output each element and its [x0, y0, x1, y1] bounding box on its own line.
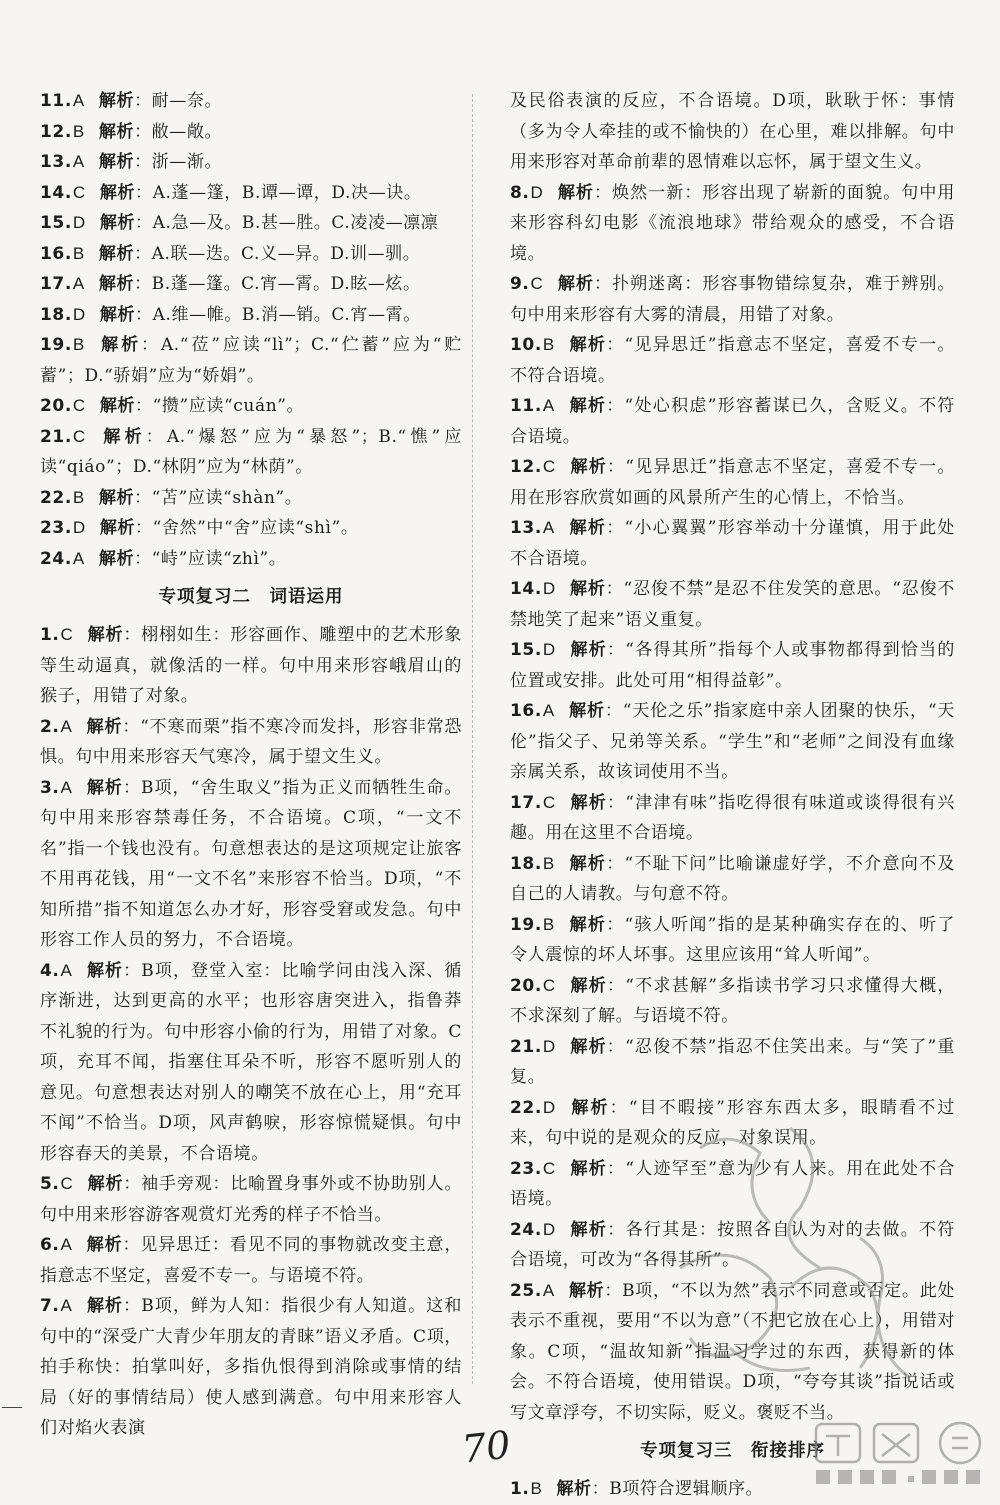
analysis-text: ：B项，“舍生取义”指为正义而牺牲生命。句中用来形容禁毒任务，不合语境。C项，“一文不名”指一个钱也没有。句意想表达的是这项规定让旅客不用再花钱，用“一文不名”来形容不恰当。D项，“不知所措”指不知道怎么办才好，形容受窘或发急。句中形容工作人员的努力，不合语境。 [40, 777, 463, 950]
right-vocab-entry [510, 269, 955, 330]
right-vocab-entry [510, 1215, 955, 1276]
analysis-text: ：“见异思迁”指意志不坚定，喜爱不专一。用在形容欣赏如画的风景所产生的心情上，不恰当。 [510, 457, 956, 508]
answer-letter: D [542, 1219, 556, 1239]
left-pinyin-entry [40, 300, 462, 331]
analysis-label: 解析 [98, 274, 135, 294]
answer-letter: D [542, 1097, 556, 1117]
analysis-text: ：“小心翼翼”形容举动十分谨慎，用于此处不合语境。 [510, 518, 955, 569]
answer-letter: A [72, 548, 85, 568]
analysis-text: ：A.急—及。B.甚—胜。C.凌凌—凛凛 [135, 213, 439, 233]
analysis-label: 解析 [568, 853, 607, 874]
question-number: 25. [510, 1280, 542, 1301]
right-vocab-entry [510, 696, 955, 788]
analysis-label: 解析 [569, 1158, 608, 1179]
right-vocab-entry [510, 849, 955, 910]
analysis-label: 解析 [98, 487, 135, 508]
question-number: 24. [510, 1219, 542, 1240]
analysis-label: 解析 [569, 792, 608, 813]
analysis-label: 解析 [99, 518, 136, 538]
left-pinyin-entry [40, 513, 462, 544]
question-number: 13. [40, 152, 72, 172]
analysis-text: ：“各得其所”指每个人或事物都得到恰当的位置或安排。此处可用“相得益彰”。 [510, 640, 956, 691]
analysis-label: 解析 [98, 91, 135, 111]
section-title-vocabulary: 专项复习二 词语运用 [158, 587, 344, 607]
analysis-label: 解析 [99, 396, 136, 416]
right-vocab-entry [510, 1276, 955, 1429]
answer-letter: B [542, 914, 555, 934]
analysis-label: 解析 [98, 335, 141, 355]
analysis-label: 解析 [99, 304, 136, 325]
left-pinyin-entry [40, 544, 462, 575]
answer-letter: C [542, 792, 556, 812]
answer-letter: C [542, 975, 556, 995]
answer-letter: D [542, 1036, 556, 1056]
left-pinyin-entry [40, 269, 462, 300]
analysis-label: 解析 [99, 182, 136, 203]
answer-letter: A [72, 152, 85, 171]
column-divider [472, 94, 473, 1384]
answer-letter: C [72, 426, 86, 446]
answer-letter: A [542, 1280, 555, 1300]
analysis-text: ：B项符合逻辑顺序。 [591, 1479, 764, 1499]
analysis-label: 解析 [569, 1036, 607, 1057]
left-vocab-entry [40, 956, 462, 1170]
analysis-text: ：“处心积虑”形容蓄谋已久，含贬义。不符合语境。 [510, 396, 955, 447]
right-order-entry [510, 1474, 955, 1505]
question-number: 13. [510, 518, 542, 538]
question-number: 5. [40, 1174, 60, 1194]
analysis-text: ：A.维—帷。B.消—销。C.宵—霄。 [135, 304, 421, 325]
analysis-text: ：袖手旁观：比喻置身事外或不协助别人。句中用来形容游客观赏灯光秀的样子不恰当。 [40, 1174, 462, 1225]
analysis-text: ：“不求甚解”多指读书学习只求懂得大概，不求深刻了解。与语境不符。 [510, 975, 956, 1026]
analysis-label: 解析 [569, 640, 608, 660]
answer-letter: D [530, 182, 544, 202]
left-pinyin-entry [40, 483, 462, 514]
left-vocab-entry [40, 1169, 462, 1230]
continued-explanation: 及民俗表演的反应，不合语境。D项，耿耿于怀：事情（多为令人牵挂的或不愉快的）在心里，难以排解。句中用来形容对革命前辈的恩情难以忘怀，属于望文生义。 [510, 91, 955, 172]
analysis-label: 解析 [98, 152, 135, 172]
answer-letter: A [60, 1235, 73, 1254]
analysis-text: ：“目不暇接”形容东西太多，眼睛看不过来，句中说的是观众的反应，对象误用。 [510, 1097, 956, 1148]
analysis-label: 解析 [86, 960, 124, 981]
analysis-label: 解析 [98, 121, 135, 142]
left-answer-list-vocabulary [40, 620, 462, 1444]
answer-letter: A [60, 960, 73, 980]
analysis-text: ：耐—奈。 [134, 91, 223, 111]
question-number: 20. [510, 975, 542, 996]
left-vocab-entry [40, 620, 462, 712]
analysis-label: 解析 [99, 426, 146, 447]
right-vocab-entry [510, 330, 955, 391]
right-vocab-entry [510, 1093, 955, 1154]
analysis-text: ：“人迹罕至”意为少有人来。用在此处不合语境。 [510, 1158, 956, 1209]
analysis-label: 解析 [568, 701, 605, 721]
answer-letter: A [542, 701, 555, 720]
right-answer-list [510, 178, 955, 1429]
analysis-label: 解析 [99, 213, 136, 233]
analysis-label: 解析 [87, 625, 124, 645]
left-vocab-entry [40, 712, 462, 773]
left-pinyin-entry [40, 239, 462, 270]
answer-letter: B [542, 853, 555, 873]
question-number: 8. [510, 182, 530, 203]
analysis-text: ：栩栩如生：形容画作、雕塑中的艺术形象等生动逼真，就像活的一样。句中用来形容峨眉山的猴子，用错了对象。 [40, 625, 462, 706]
analysis-label: 解析 [568, 335, 607, 355]
analysis-label: 解析 [87, 1174, 124, 1194]
answer-letter: C [72, 396, 86, 415]
analysis-label: 解析 [556, 1479, 592, 1499]
analysis-label: 解析 [86, 1235, 123, 1255]
analysis-text: ：B.蓬—篷。C.宵—霄。D.眩—炫。 [134, 274, 421, 294]
answer-letter: B [530, 1479, 543, 1498]
analysis-label: 解析 [86, 716, 123, 737]
left-pinyin-entry [40, 422, 462, 483]
answer-letter: B [542, 335, 555, 354]
right-vocab-entry [510, 513, 955, 574]
left-pinyin-entry [40, 208, 462, 239]
question-number: 12. [40, 121, 72, 142]
analysis-label: 解析 [86, 777, 123, 798]
right-column [510, 86, 955, 1505]
left-pinyin-entry [40, 147, 462, 178]
answer-letter: A [542, 518, 555, 537]
question-number: 21. [40, 426, 72, 447]
page-number: 70 [459, 1422, 513, 1472]
analysis-text: ：B项，“不以为然”表示不同意或否定。此处表示不重视，要用“不以为意”（不把它放在心上），用错对象。C项，“温故知新”指温习学过的东西，获得新的体会。不符合语境，使用错误。D项，“夸夸其谈”指说话或写文章浮夸，不切实际，贬义。褒贬不当。 [510, 1280, 955, 1423]
answer-letter: A [542, 396, 555, 415]
analysis-text: ：“骇人听闻”指的是某种确实存在的、听了令人震惊的坏人坏事。这里应该用“耸人听闻”。 [510, 914, 955, 965]
question-number: 22. [510, 1097, 542, 1118]
left-vocab-entry [40, 1291, 462, 1444]
question-number: 18. [40, 304, 72, 325]
margin-mark [2, 1407, 22, 1408]
analysis-label: 解析 [98, 243, 135, 264]
question-number: 23. [40, 518, 72, 538]
answer-letter: D [542, 640, 556, 659]
right-vocab-entry [510, 452, 955, 513]
left-pinyin-entry [40, 391, 462, 422]
left-pinyin-entry [40, 178, 462, 209]
analysis-text: ：“攒”应读“cuán”。 [135, 396, 305, 416]
analysis-text: ：敝—敞。 [134, 121, 223, 142]
answer-letter: A [60, 777, 73, 797]
left-vocab-entry [40, 1230, 462, 1291]
analysis-text: ：A.联—迭。C.义—异。D.训—驯。 [134, 243, 421, 264]
question-number: 16. [510, 701, 542, 721]
answer-letter: A [72, 274, 85, 293]
question-number: 23. [510, 1158, 542, 1179]
analysis-text: ：焕然一新：形容出现了崭新的面貌。句中用来形容科幻电影《流浪地球》带给观众的感受，不合语境。 [510, 182, 956, 264]
analysis-text: ：“不寒而栗”指不寒冷而发抖，形容非常恐惧。句中用来形容天气寒冷，属于望文生义。 [40, 716, 463, 767]
right-vocab-entry [510, 1032, 955, 1093]
right-vocab-entry [510, 635, 955, 696]
question-number: 6. [40, 1235, 60, 1255]
left-pinyin-entry [40, 330, 462, 391]
right-answer-list-ordering [510, 1474, 955, 1505]
question-number: 14. [510, 579, 542, 599]
answer-letter: B [72, 335, 85, 354]
answer-letter: C [60, 625, 74, 644]
analysis-text: ：“忍俊不禁”指忍不住笑出来。与“笑了”重复。 [510, 1036, 955, 1087]
question-number: 14. [40, 182, 72, 203]
section-title-ordering: 专项复习三 衔接排序 [640, 1441, 825, 1461]
analysis-text: ：“峙”应读“zhì”。 [134, 548, 287, 569]
question-number: 22. [40, 487, 72, 508]
analysis-text: ：扑朔迷离：形容事物错综复杂，难于辨别。句中用来形容有大雾的清晨，用错了对象。 [510, 274, 956, 325]
right-vocab-entry [510, 1154, 955, 1215]
analysis-text: ：“见异思迁”指意志不坚定，喜爱不专一。不符合语境。 [510, 335, 955, 386]
answer-letter: B [72, 121, 85, 141]
answer-letter: D [72, 304, 86, 324]
answer-letter: D [542, 579, 556, 598]
question-number: 19. [40, 335, 72, 355]
analysis-text: ：“舍然”中“舍”应读“shì”。 [135, 518, 359, 538]
question-number: 2. [40, 716, 60, 737]
analysis-label: 解析 [569, 457, 608, 477]
analysis-text: ：“天伦之乐”指家庭中亲人团聚的快乐，“天伦”指父子、兄弟等关系。“学生”和“老师”之间没有血缘亲属关系，故该词使用不当。 [510, 701, 955, 782]
analysis-text: ：A.“爆怒”应为“暴怒”；B.“憔”应读“qiáo”；D.“林阴”应为“林荫”。 [40, 426, 462, 477]
answer-letter: A [60, 716, 73, 736]
question-number: 15. [510, 640, 542, 660]
analysis-text: ：B项，鲜为人知：指很少有人知道。这和句中的“深受广大青少年朋友的青睐”语义矛盾。C项，拍手称快：拍掌叫好，多指仇恨得到消除或事情的结局（好的事情结局）使人感到满意。句中用来形容人们对焰火表演 [40, 1296, 462, 1438]
analysis-text: ：见异思迁：看见不同的事物就改变主意，指意志不坚定，喜爱不专一。与语境不符。 [40, 1235, 463, 1286]
question-number: 7. [40, 1296, 60, 1316]
analysis-label: 解析 [569, 1097, 610, 1118]
question-number: 12. [510, 457, 542, 477]
question-number: 3. [40, 777, 60, 798]
question-number: 10. [510, 335, 542, 355]
answer-letter: B [72, 487, 85, 507]
analysis-text: ：A.蓬—篷，B.谭—谭，D.决—诀。 [135, 182, 422, 203]
question-number: 18. [510, 853, 542, 874]
question-number: 4. [40, 960, 60, 981]
answer-letter: A [60, 1296, 73, 1315]
analysis-text: ：各行其是：按照各自认为对的去做。不符合语境，可改为“各得其所”。 [510, 1219, 956, 1270]
analysis-text: ：“忍俊不禁”是忍不住发笑的意思。“忍俊不禁地笑了起来”语义重复。 [510, 579, 956, 630]
analysis-text: ：“不耻下问”比喻谦虚好学，不介意向不及自己的人请教。与句意不符。 [510, 853, 955, 904]
left-pinyin-entry [40, 117, 462, 148]
right-vocab-entry [510, 574, 955, 635]
question-number: 24. [40, 548, 72, 569]
answer-letter: C [530, 274, 544, 293]
question-number: 1. [40, 625, 60, 645]
question-number: 16. [40, 243, 72, 264]
question-number: 15. [40, 213, 72, 233]
question-number: 9. [510, 274, 530, 294]
analysis-label: 解析 [568, 518, 607, 538]
left-answer-list [40, 86, 462, 574]
analysis-label: 解析 [557, 182, 595, 203]
answer-letter: C [60, 1174, 74, 1193]
analysis-label: 解析 [569, 579, 606, 599]
analysis-label: 解析 [98, 548, 135, 569]
question-number: 21. [510, 1036, 542, 1057]
analysis-label: 解析 [568, 1280, 605, 1301]
analysis-label: 解析 [568, 396, 607, 416]
answer-letter: C [72, 182, 86, 202]
answer-letter: C [542, 457, 556, 476]
right-vocab-entry [510, 178, 955, 270]
question-number: 20. [40, 396, 72, 416]
right-vocab-entry [510, 788, 955, 849]
analysis-label: 解析 [569, 1219, 608, 1240]
answer-letter: C [542, 1158, 556, 1178]
right-vocab-entry [510, 910, 955, 971]
left-vocab-entry [40, 773, 462, 956]
answer-letter: B [72, 243, 85, 263]
answer-letter: D [72, 518, 86, 537]
analysis-label: 解析 [568, 914, 607, 935]
analysis-label: 解析 [86, 1296, 124, 1316]
question-number: 19. [510, 914, 542, 935]
analysis-text: ：“津津有味”指吃得很有味道或谈得很有兴趣。用在这里不合语境。 [510, 792, 956, 843]
analysis-text: ：B项，登堂入室：比喻学问由浅入深、循序渐进，达到更高的水平；也形容唐突进入，指鲁莽不礼貌的行为。句中形容小偷的行为，用错了对象。C项，充耳不闻，指塞住耳朵不听，形容不愿听别人的意见。句意想表达对别人的嘲笑不放在心上，用“充耳不闻”不恰当。D项，风声鹤唳，形容惊慌疑惧。句中形容春天的美景，不合语境。 [40, 960, 462, 1164]
answer-letter: D [72, 213, 86, 232]
right-vocab-entry [510, 391, 955, 452]
question-number: 17. [510, 792, 542, 813]
analysis-text: ：A.“莅”应读“lì”；C.“伫蓄”应为“贮蓄”；D.“骄娟”应为“娇娟”。 [40, 335, 462, 386]
analysis-text: ：浙—渐。 [134, 152, 223, 172]
analysis-text: ：“苫”应读“shàn”。 [134, 487, 303, 508]
question-number: 11. [40, 91, 72, 111]
left-column [40, 86, 462, 1444]
question-number: 1. [510, 1479, 530, 1499]
right-vocab-entry [510, 971, 955, 1032]
question-number: 11. [510, 396, 542, 416]
answer-letter: A [72, 91, 85, 110]
left-pinyin-entry [40, 86, 462, 117]
analysis-label: 解析 [557, 274, 595, 294]
analysis-label: 解析 [569, 975, 608, 996]
question-number: 17. [40, 274, 72, 294]
